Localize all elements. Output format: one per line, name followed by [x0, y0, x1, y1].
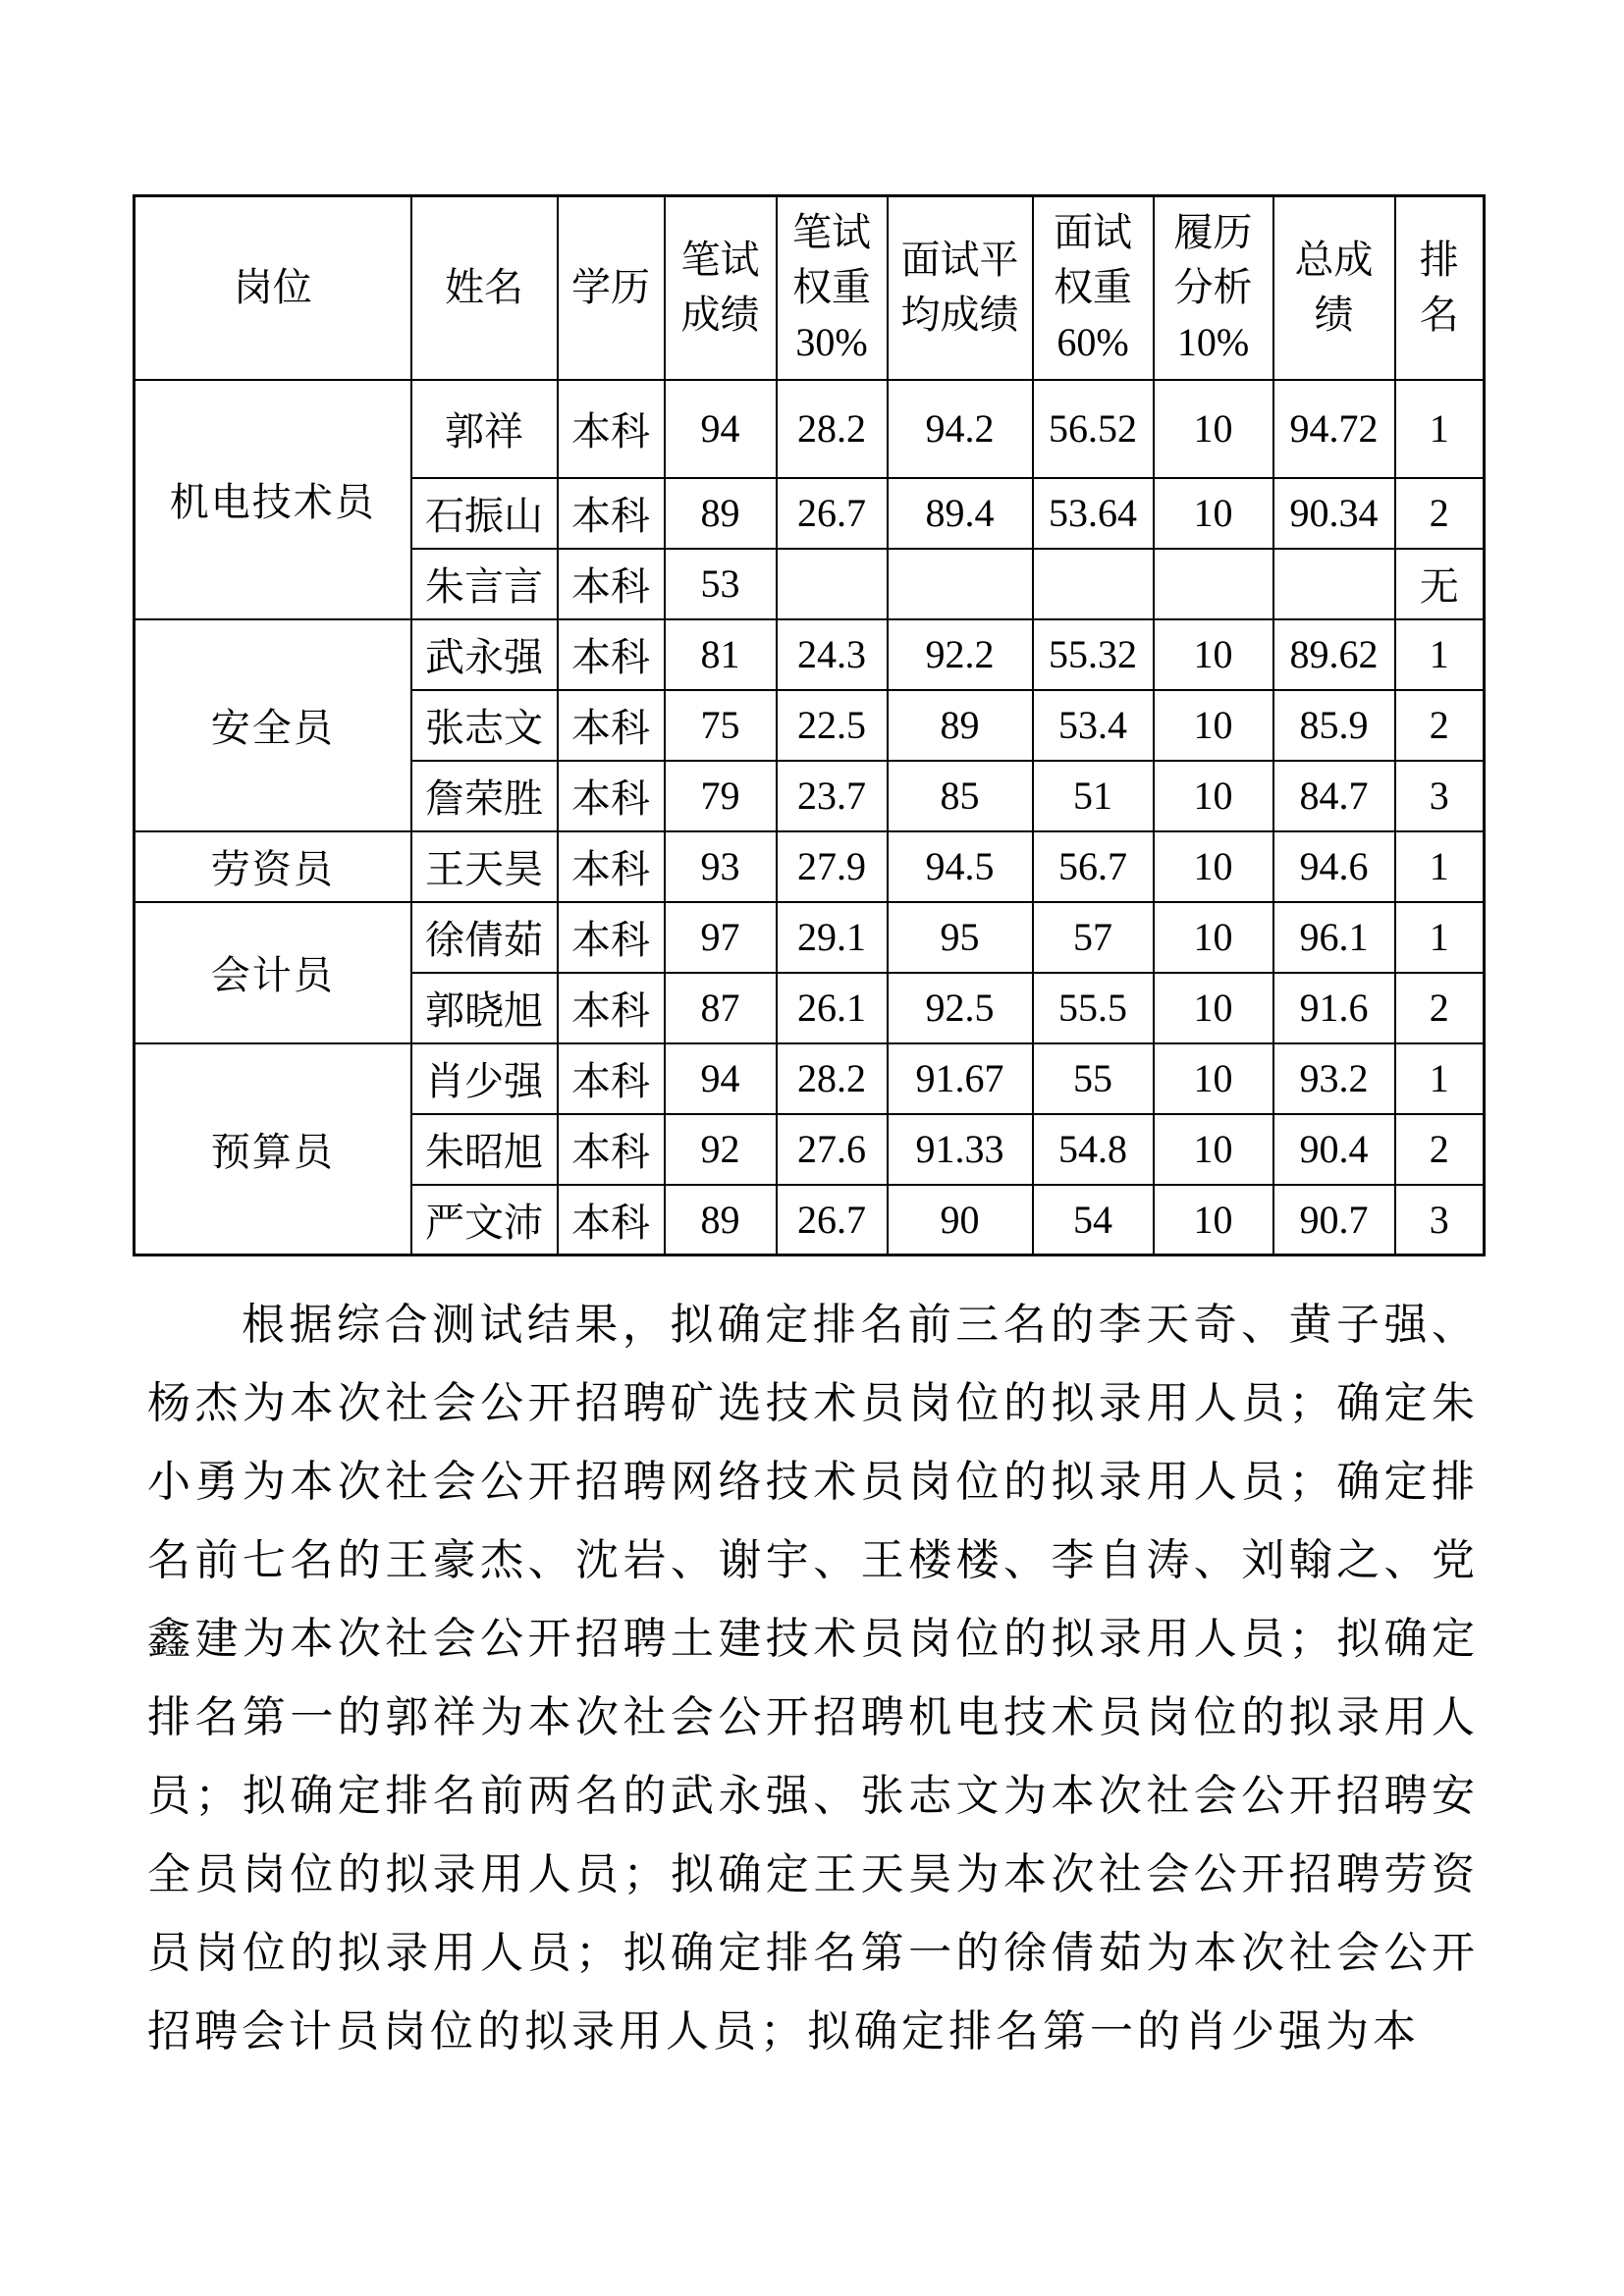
resume-cell: 10 [1154, 1043, 1273, 1114]
interview-avg-cell [888, 549, 1033, 619]
interview-weighted-cell: 57 [1033, 902, 1154, 973]
written-weighted-cell: 27.9 [777, 831, 888, 902]
total-cell: 96.1 [1273, 902, 1395, 973]
rank-cell: 无 [1395, 549, 1485, 619]
rank-cell: 3 [1395, 1185, 1485, 1255]
rank-cell: 1 [1395, 380, 1485, 478]
interview-weighted-cell: 55 [1033, 1043, 1154, 1114]
total-cell: 90.7 [1273, 1185, 1395, 1255]
written-cell: 79 [665, 761, 777, 831]
result-paragraph: 根据综合测试结果，拟确定排名前三名的李天奇、黄子强、杨杰为本次社会公开招聘矿选技术员岗位的拟录用人员；确定朱小勇为本次社会公开招聘网络技术员岗位的拟录用人员；确定排名前七名的王豪杰、沈岩、谢宇、王楼楼、李自涛、刘翰之、党鑫建为本次社会公开招聘土建技术员岗位的拟录用人员；拟确定排名第一的郭祥为本次社会公开招聘机电技术员岗位的拟录用人员；拟确定排名前两名的武永强、张志文为本次社会公开招聘安全员岗位的拟录用人员；拟确定王天昊为本次社会公开招聘劳资员岗位的拟录用人员；拟确定排名第一的徐倩茹为本次社会公开招聘会计员岗位的拟录用人员；拟确定排名第一的肖少强为本 [147, 1301, 1479, 2056]
column-header: 岗位 [135, 196, 411, 380]
resume-cell: 10 [1154, 619, 1273, 690]
position-cell: 安全员 [135, 619, 411, 831]
resume-cell [1154, 549, 1273, 619]
written-cell: 87 [665, 973, 777, 1043]
recruitment-score-table [133, 194, 1486, 1256]
column-header: 面试平 均成绩 [888, 196, 1033, 380]
written-cell: 53 [665, 549, 777, 619]
education-cell: 本科 [558, 831, 665, 902]
total-cell: 89.62 [1273, 619, 1395, 690]
written-weighted-cell: 28.2 [777, 380, 888, 478]
education-cell: 本科 [558, 902, 665, 973]
column-header: 总成 绩 [1273, 196, 1395, 380]
table-row [135, 1043, 1485, 1114]
position-cell: 劳资员 [135, 831, 411, 902]
education-cell: 本科 [558, 761, 665, 831]
total-cell [1273, 549, 1395, 619]
name-cell: 石振山 [411, 478, 558, 549]
interview-avg-cell: 91.67 [888, 1043, 1033, 1114]
interview-avg-cell: 94.2 [888, 380, 1033, 478]
written-cell: 92 [665, 1114, 777, 1185]
written-weighted-cell: 24.3 [777, 619, 888, 690]
written-weighted-cell [777, 549, 888, 619]
total-cell: 94.6 [1273, 831, 1395, 902]
table-header-row [135, 196, 1485, 380]
total-cell: 91.6 [1273, 973, 1395, 1043]
resume-cell: 10 [1154, 690, 1273, 761]
rank-cell: 1 [1395, 831, 1485, 902]
education-cell: 本科 [558, 1114, 665, 1185]
interview-avg-cell: 92.2 [888, 619, 1033, 690]
education-cell: 本科 [558, 1043, 665, 1114]
written-weighted-cell: 22.5 [777, 690, 888, 761]
total-cell: 90.4 [1273, 1114, 1395, 1185]
resume-cell: 10 [1154, 902, 1273, 973]
name-cell: 肖少强 [411, 1043, 558, 1114]
column-header: 面试 权重 60% [1033, 196, 1154, 380]
table-row [135, 902, 1485, 973]
education-cell: 本科 [558, 619, 665, 690]
rank-cell: 2 [1395, 690, 1485, 761]
column-header: 笔试 权重 30% [777, 196, 888, 380]
written-weighted-cell: 28.2 [777, 1043, 888, 1114]
total-cell: 85.9 [1273, 690, 1395, 761]
interview-avg-cell: 89.4 [888, 478, 1033, 549]
interview-weighted-cell: 51 [1033, 761, 1154, 831]
position-cell: 机电技术员 [135, 380, 411, 619]
rank-cell: 1 [1395, 619, 1485, 690]
name-cell: 张志文 [411, 690, 558, 761]
name-cell: 徐倩茹 [411, 902, 558, 973]
interview-weighted-cell [1033, 549, 1154, 619]
written-weighted-cell: 26.1 [777, 973, 888, 1043]
name-cell: 严文沛 [411, 1185, 558, 1255]
name-cell: 郭祥 [411, 380, 558, 478]
interview-weighted-cell: 55.5 [1033, 973, 1154, 1043]
resume-cell: 10 [1154, 1185, 1273, 1255]
rank-cell: 2 [1395, 478, 1485, 549]
rank-cell: 2 [1395, 973, 1485, 1043]
resume-cell: 10 [1154, 478, 1273, 549]
education-cell: 本科 [558, 1185, 665, 1255]
table-body [135, 380, 1485, 1255]
written-cell: 93 [665, 831, 777, 902]
written-weighted-cell: 26.7 [777, 1185, 888, 1255]
table-row [135, 380, 1485, 478]
name-cell: 郭晓旭 [411, 973, 558, 1043]
written-cell: 94 [665, 1043, 777, 1114]
interview-avg-cell: 95 [888, 902, 1033, 973]
name-cell: 詹荣胜 [411, 761, 558, 831]
resume-cell: 10 [1154, 973, 1273, 1043]
table-row [135, 619, 1485, 690]
total-cell: 94.72 [1273, 380, 1395, 478]
rank-cell: 1 [1395, 1043, 1485, 1114]
column-header: 姓名 [411, 196, 558, 380]
education-cell: 本科 [558, 973, 665, 1043]
education-cell: 本科 [558, 380, 665, 478]
name-cell: 王天昊 [411, 831, 558, 902]
interview-avg-cell: 89 [888, 690, 1033, 761]
resume-cell: 10 [1154, 380, 1273, 478]
name-cell: 朱言言 [411, 549, 558, 619]
education-cell: 本科 [558, 690, 665, 761]
interview-weighted-cell: 53.4 [1033, 690, 1154, 761]
interview-avg-cell: 85 [888, 761, 1033, 831]
resume-cell: 10 [1154, 1114, 1273, 1185]
resume-cell: 10 [1154, 761, 1273, 831]
written-weighted-cell: 26.7 [777, 478, 888, 549]
interview-weighted-cell: 56.7 [1033, 831, 1154, 902]
column-header: 排 名 [1395, 196, 1485, 380]
rank-cell: 1 [1395, 902, 1485, 973]
interview-avg-cell: 94.5 [888, 831, 1033, 902]
education-cell: 本科 [558, 478, 665, 549]
interview-avg-cell: 90 [888, 1185, 1033, 1255]
interview-weighted-cell: 56.52 [1033, 380, 1154, 478]
rank-cell: 2 [1395, 1114, 1485, 1185]
position-cell: 会计员 [135, 902, 411, 1043]
position-cell: 预算员 [135, 1043, 411, 1255]
written-cell: 75 [665, 690, 777, 761]
name-cell: 武永强 [411, 619, 558, 690]
resume-cell: 10 [1154, 831, 1273, 902]
written-cell: 94 [665, 380, 777, 478]
total-cell: 90.34 [1273, 478, 1395, 549]
table-row [135, 831, 1485, 902]
written-cell: 81 [665, 619, 777, 690]
interview-weighted-cell: 55.32 [1033, 619, 1154, 690]
written-weighted-cell: 29.1 [777, 902, 888, 973]
table-header [135, 196, 1485, 380]
interview-avg-cell: 91.33 [888, 1114, 1033, 1185]
interview-weighted-cell: 53.64 [1033, 478, 1154, 549]
total-cell: 84.7 [1273, 761, 1395, 831]
written-cell: 97 [665, 902, 777, 973]
total-cell: 93.2 [1273, 1043, 1395, 1114]
written-cell: 89 [665, 478, 777, 549]
interview-avg-cell: 92.5 [888, 973, 1033, 1043]
written-weighted-cell: 23.7 [777, 761, 888, 831]
column-header: 学历 [558, 196, 665, 380]
name-cell: 朱昭旭 [411, 1114, 558, 1185]
column-header: 履历 分析 10% [1154, 196, 1273, 380]
education-cell: 本科 [558, 549, 665, 619]
written-cell: 89 [665, 1185, 777, 1255]
written-weighted-cell: 27.6 [777, 1114, 888, 1185]
column-header: 笔试 成绩 [665, 196, 777, 380]
interview-weighted-cell: 54 [1033, 1185, 1154, 1255]
interview-weighted-cell: 54.8 [1033, 1114, 1154, 1185]
rank-cell: 3 [1395, 761, 1485, 831]
